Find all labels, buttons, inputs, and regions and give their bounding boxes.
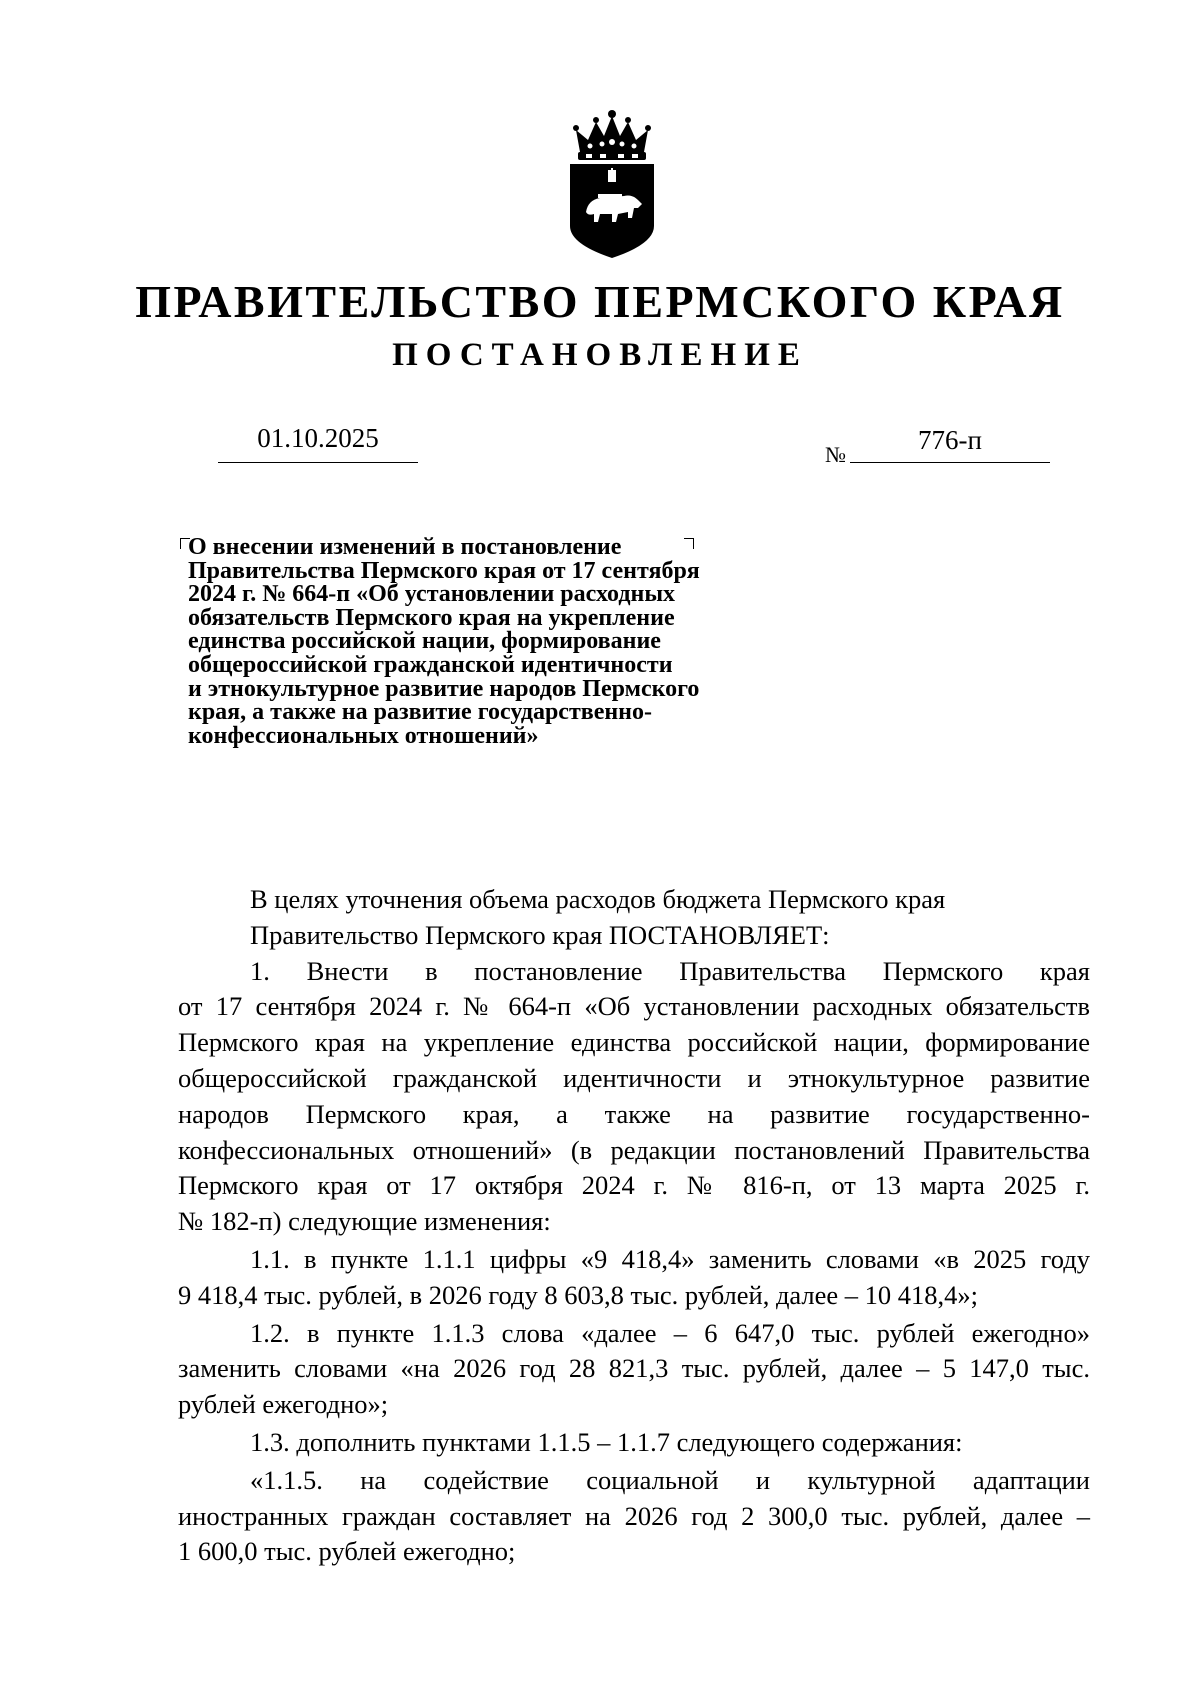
paragraph-line: 9 418,4 тыс. рублей, в 2026 году 8 603,8 тыс. рублей, далее – 10 418,4»;: [178, 1279, 979, 1310]
paragraph-item-1-1: [178, 1242, 1090, 1314]
paragraph-line: общероссийской гражданской идентичности и этнокультурное развитие: [178, 1062, 1090, 1093]
paragraph-item-1-2: [178, 1316, 1090, 1423]
paragraph-line: 1.1. в пункте 1.1.1 цифры «9 418,4» заменить словами «в 2025 году: [250, 1243, 1090, 1274]
subject-line: края, а также на развитие государственно-: [188, 699, 653, 726]
paragraph-line: 1. Внести в постановление Правительства Пермского края: [250, 955, 1090, 986]
document-type-title: ПОСТАНОВЛЕНИЕ: [392, 337, 808, 373]
paragraph-line: заменить словами «на 2026 год 28 821,3 тыс. рублей, далее – 5 147,0 тыс.: [178, 1353, 1090, 1384]
subject-line: обязательств Пермского края на укрепление: [188, 604, 675, 631]
paragraph-line: Пермского края от 17 октября 2024 г. № 816-п, от 13 марта 2025 г.: [178, 1170, 1090, 1201]
document-body: [178, 882, 1090, 1570]
document-number: 776-п: [850, 422, 1050, 463]
number-label: №: [825, 442, 846, 467]
paragraph-line: рублей ежегодно»;: [178, 1389, 389, 1420]
organization-title: ПРАВИТЕЛЬСТВО ПЕРМСКОГО КРАЯ: [135, 276, 1065, 327]
subject-line: и этнокультурное развитие народов Пермского: [188, 675, 700, 702]
subject-line: конфессиональных отношений»: [188, 722, 539, 749]
preamble-line: В целях уточнения объема расходов бюджета Пермского края: [250, 884, 946, 914]
preamble-line: Правительство Пермского края ПОСТАНОВЛЯЕТ:: [250, 919, 830, 950]
paragraph-item-1: [178, 954, 1090, 1240]
paragraph-line: Пермского края на укрепление единства российской нации, формирование: [178, 1027, 1090, 1058]
paragraph-line: иностранных граждан составляет на 2026 год 2 300,0 тыс. рублей, далее –: [178, 1500, 1090, 1531]
paragraph-item-1-1-5: [178, 1463, 1090, 1570]
coat-of-arms-emblem: [566, 108, 658, 260]
subject-line: общероссийской гражданской идентичности: [188, 651, 673, 678]
document-date: 01.10.2025: [218, 420, 418, 463]
paragraph-line: 1 600,0 тыс. рублей ежегодно;: [178, 1536, 516, 1567]
paragraph-line: № 182-п) следующие изменения:: [178, 1206, 551, 1237]
paragraph-line: конфессиональных отношений» (в редакции постановлений Правительства: [178, 1134, 1090, 1165]
subject-line: 2024 г. № 664-п «Об установлении расходных: [188, 581, 676, 608]
paragraph-line: народов Пермского края, а также на развитие государственно-: [178, 1098, 1090, 1129]
paragraph-item-1-3: 1.3. дополнить пунктами 1.1.5 – 1.1.7 следующего содержания:: [250, 1426, 963, 1457]
subject-line: единства российской нации, формирование: [188, 628, 661, 655]
paragraph-line: «1.1.5. на содействие социальной и культурной адаптации: [250, 1464, 1090, 1495]
document-subject: [188, 536, 828, 748]
paragraph-line: от 17 сентября 2024 г. № 664-п «Об установлении расходных обязательств: [178, 991, 1090, 1022]
subject-line: О внесении изменений в постановление: [188, 534, 622, 560]
subject-line: Правительства Пермского края от 17 сентября: [188, 557, 700, 584]
paragraph-line: 1.2. в пункте 1.1.3 слова «далее – 6 647,0 тыс. рублей ежегодно»: [250, 1317, 1090, 1348]
